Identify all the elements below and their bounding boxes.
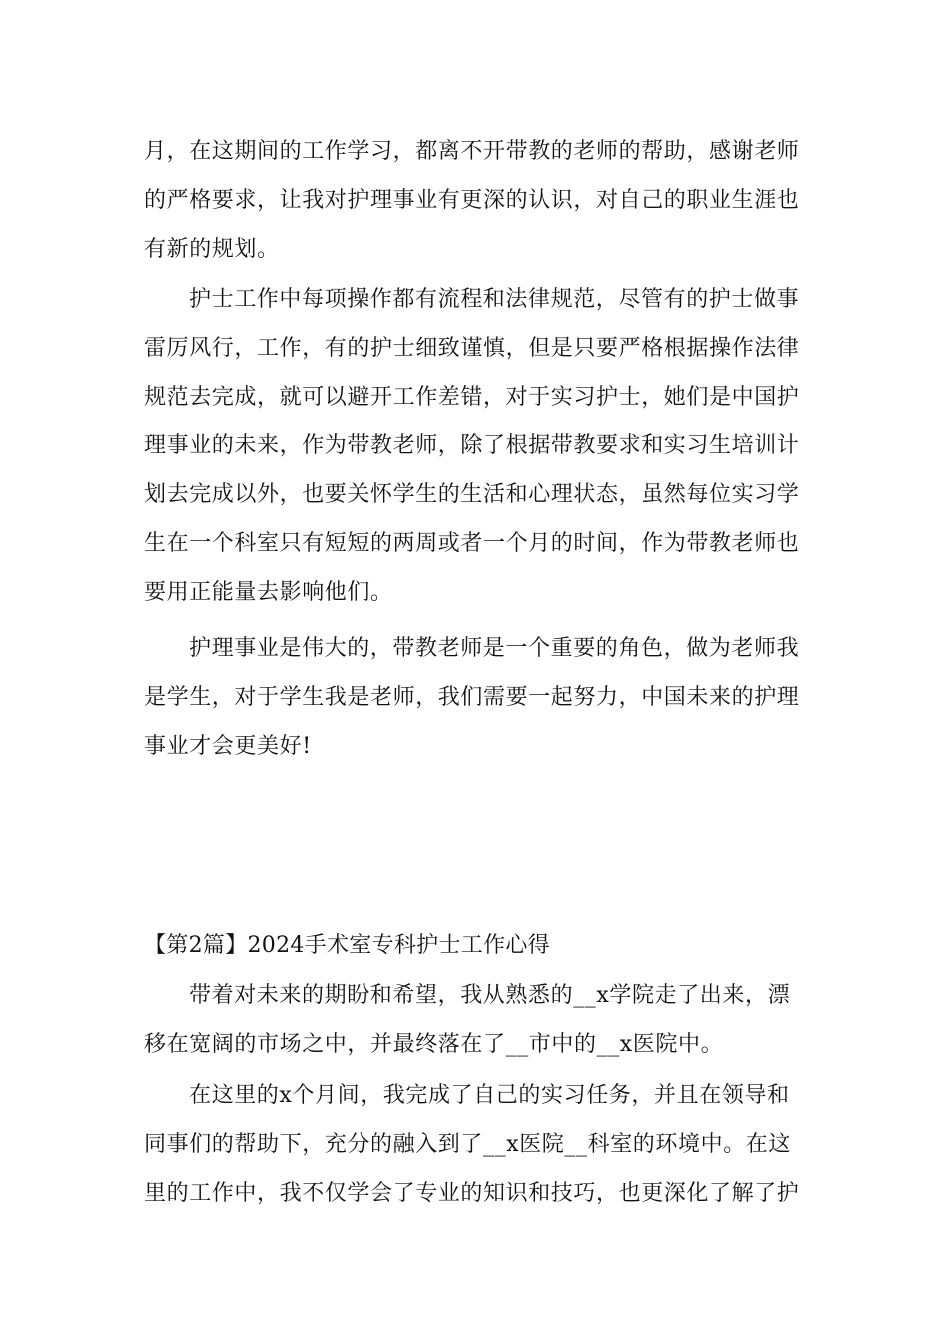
paragraph-line: 的严格要求，让我对护理事业有更深的认识，对自己的职业生涯也	[144, 187, 800, 213]
paragraph-line: 雷厉风行，工作，有的护士细致谨慎，但是只要严格根据操作法律	[144, 335, 800, 361]
paragraph-line: 划去完成以外，也要关怀学生的生活和心理状态，虽然每位实习学	[144, 482, 800, 508]
paragraph-line: 是学生，对于学生我是老师，我们需要一起努力，中国未来的护理	[144, 684, 800, 710]
paragraph-1	[144, 128, 814, 274]
paragraph-line: 护理事业是伟大的，带教老师是一个重要的角色，做为老师我	[189, 636, 800, 661]
paragraph-line: 规范去完成，就可以避开工作差错，对于实习护士，她们是中国护	[144, 384, 800, 410]
paragraph-line: 带着对未来的期盼和希望，我从熟悉的__x学院走了出来，漂	[189, 983, 791, 1008]
paragraph-line: 护士工作中每项操作都有流程和法律规范，尽管有的护士做事	[189, 287, 800, 312]
paragraph-line: 有新的规划。	[144, 236, 280, 262]
paragraph-3	[144, 625, 814, 771]
section-paragraph-1	[144, 972, 814, 1070]
paragraph-line: 移在宽阔的市场之中，并最终落在了__市中的__x医院中。	[144, 1031, 724, 1057]
paragraph-line: 要用正能量去影响他们。	[144, 579, 393, 605]
paragraph-2	[144, 276, 814, 618]
section-heading: 【第2篇】2024手术室专科护士工作心得	[144, 933, 550, 958]
section-paragraph-2	[144, 1072, 814, 1218]
paragraph-line: 生在一个科室只有短短的两周或者一个月的时间，作为带教老师也	[144, 530, 800, 556]
paragraph-line: 同事们的帮助下，充分的融入到了__x医院__科室的环境中。在这	[144, 1131, 792, 1157]
paragraph-line: 月，在这期间的工作学习，都离不开带教的老师的帮助，感谢老师	[144, 139, 800, 164]
paragraph-line: 事业才会更美好!	[144, 733, 312, 759]
paragraph-line: 在这里的x个月间，我完成了自己的实习任务，并且在领导和	[189, 1083, 790, 1108]
paragraph-line: 理事业的未来，作为带教老师，除了根据带教要求和实习生培训计	[144, 433, 800, 459]
paragraph-line: 里的工作中，我不仅学会了专业的知识和技巧，也更深化了解了护	[144, 1180, 800, 1206]
